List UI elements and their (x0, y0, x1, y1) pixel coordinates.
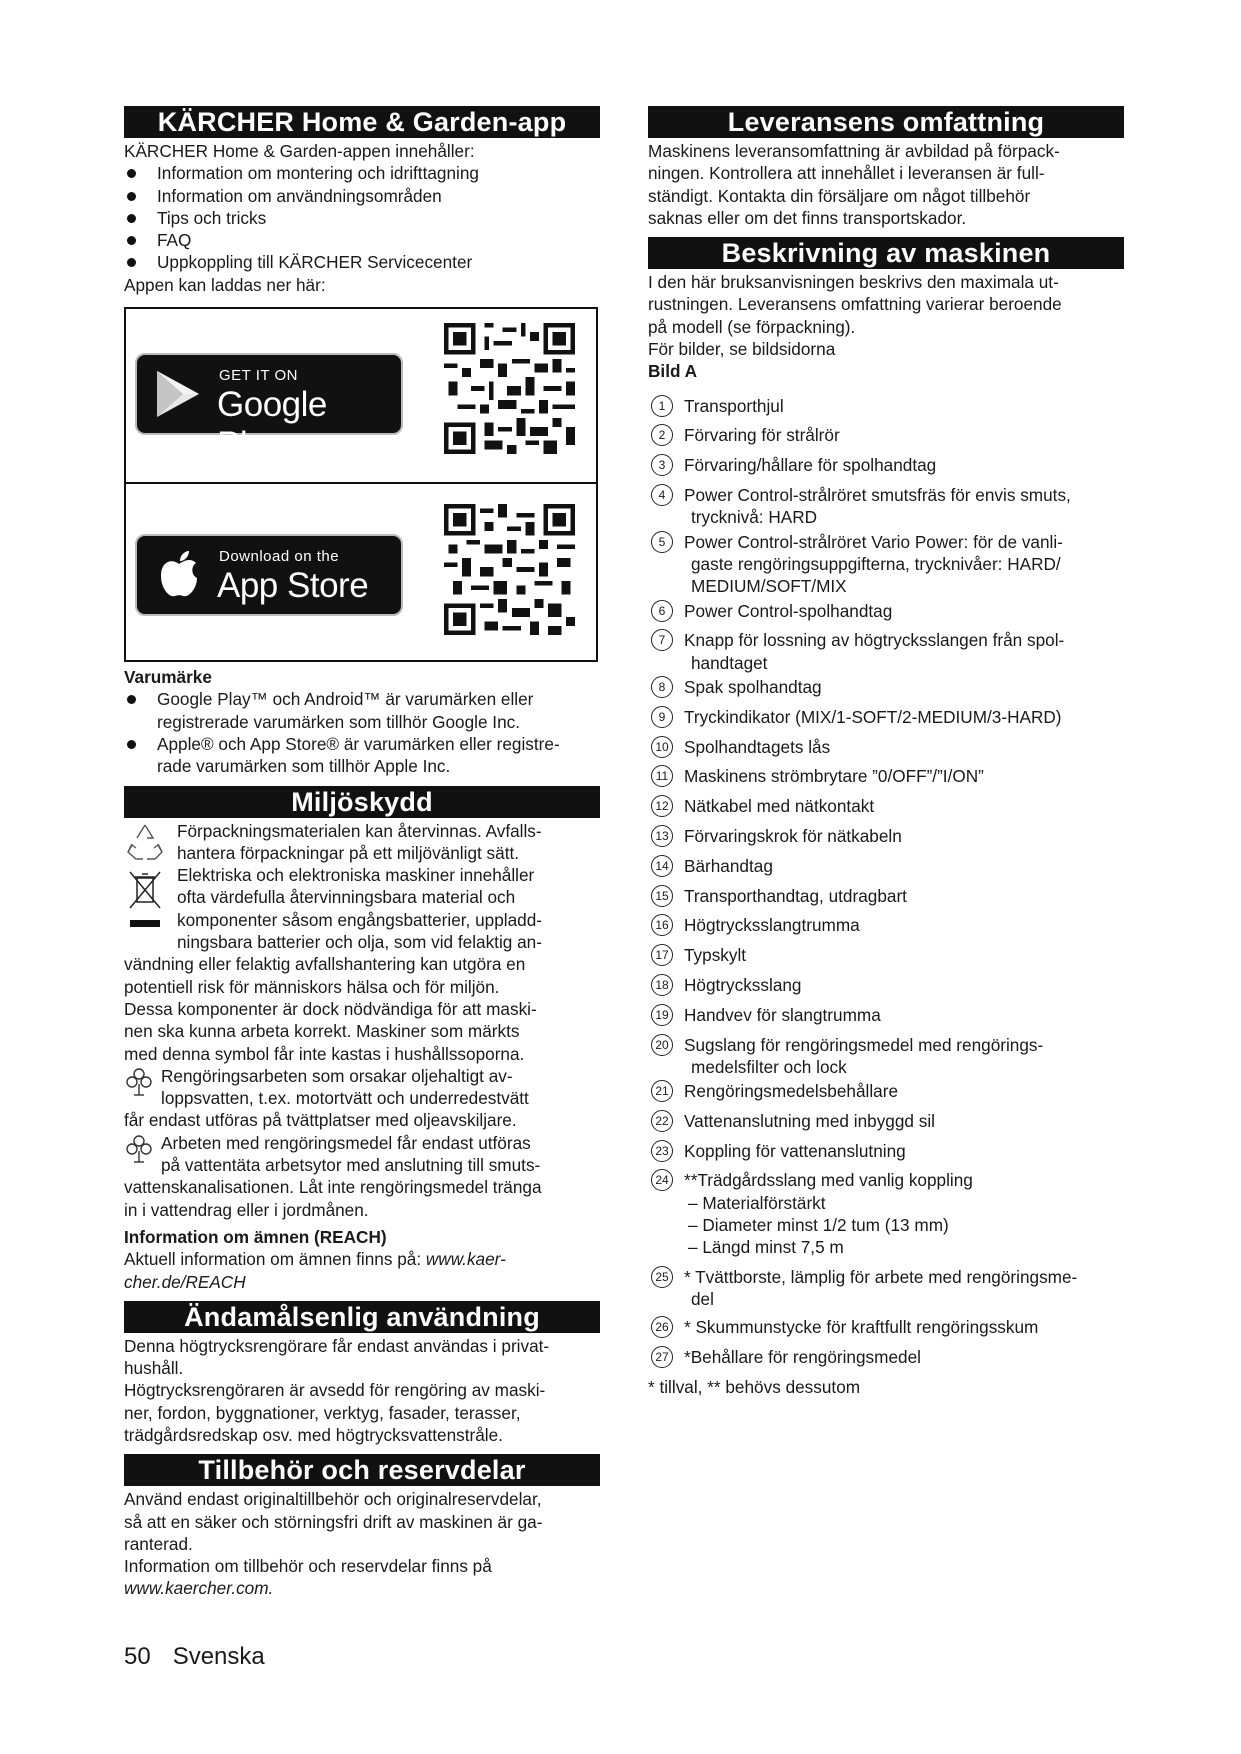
app-feature-list (124, 162, 600, 273)
item-text-line: Sugslang för rengöringsmedel med rengörings- (684, 1034, 1044, 1055)
reach-text (124, 1248, 600, 1270)
list-item (648, 600, 1124, 622)
text-line: ningsbara batterier och olja, som vid felaktig an- (177, 932, 542, 953)
figure-label: Bild A (648, 361, 698, 382)
crossed-bin-icon (128, 868, 162, 930)
list-item (648, 1140, 1124, 1162)
badge-big-text: Google Play (217, 385, 327, 465)
item-text-line: Högtrycksslangtrumma (684, 915, 860, 936)
google-play-box (124, 307, 598, 484)
item-text-line: MEDIUM/SOFT/MIX (691, 576, 847, 597)
text-line: ningen. Kontrollera att innehållet i leveransen är full- (648, 163, 1045, 184)
text-line: Apple® och App Store® är varumärken eller registre- (157, 733, 560, 754)
text-line: hushåll. (124, 1358, 184, 1379)
list-item (648, 531, 1124, 598)
item-number-badge: 7 (651, 629, 673, 651)
badge-small-text: Download on the (219, 548, 340, 566)
text-line: registrerade varumärken som tillhör Google Inc. (157, 711, 521, 732)
accessories-link[interactable]: www.kaercher.com. (124, 1578, 274, 1599)
item-text-line: – Materialförstärkt (688, 1192, 826, 1213)
list-item (648, 1004, 1124, 1026)
list-item (648, 736, 1124, 758)
list-item (648, 1110, 1124, 1132)
item-number-badge: 15 (651, 885, 673, 907)
text-line: Aktuell information om ämnen finns på: (124, 1249, 426, 1270)
env-detergent-block (124, 1132, 600, 1221)
trademark-list (124, 688, 600, 777)
text-line: med denna symbol får inte kastas i hushållssoporna. (124, 1043, 525, 1064)
list-item (648, 1080, 1124, 1102)
item-text-line: Bärhandtag (684, 855, 773, 876)
reach-title: Information om ämnen (REACH) (124, 1226, 387, 1247)
item-text-line: Vattenanslutning med inbyggd sil (684, 1110, 935, 1131)
text-line: rade varumärken som tillhör Apple Inc. (157, 756, 451, 777)
item-text-line: Förvaringskrok för nätkabeln (684, 825, 902, 846)
item-text-line: – Diameter minst 1/2 tum (13 mm) (688, 1215, 949, 1236)
item-number-badge: 11 (651, 765, 673, 787)
text-line: på vattentäta arbetsytor med anslutning till smuts- (161, 1155, 541, 1176)
section-header-description: Beskrivning av maskinen (648, 237, 1124, 269)
text-line: ofta värdefulla återvinningsbara material och (177, 887, 516, 908)
list-item: Uppkoppling till KÄRCHER Servicecenter (124, 251, 600, 273)
text-line: ständigt. Kontakta din försäljare om något tillbehör (648, 185, 1031, 206)
item-text-line: Spak spolhandtag (684, 676, 822, 697)
list-item (648, 1169, 1124, 1258)
item-text-line: Knapp för lossning av högtrycksslangen från spol- (684, 630, 1065, 651)
recycle-icon (126, 822, 164, 862)
text-line: in i vattendrag eller i jordmånen. (124, 1199, 369, 1220)
list-item: Information om användningsområden (124, 185, 600, 207)
item-text-line: Rengöringsmedelsbehållare (684, 1081, 899, 1102)
app-store-box (124, 484, 598, 662)
text-line: Maskinens leveransomfattning är avbildad på förpack- (648, 141, 1060, 161)
item-text-line: medelsfilter och lock (691, 1056, 847, 1077)
text-line: Information om tillbehör och reservdelar finns på (124, 1556, 492, 1577)
section-header-app: KÄRCHER Home & Garden-app (124, 106, 600, 138)
list-item (648, 1316, 1124, 1338)
item-text-line: gaste rengöringsuppgifterna, trycknivåer: HARD/ (691, 553, 1061, 574)
qr-code-icon (444, 323, 575, 454)
list-item (648, 1346, 1124, 1368)
reach-link[interactable]: www.kaer- (425, 1249, 506, 1270)
text-line: ner, fordon, byggnationer, verktyg, fasader, terasser, (124, 1402, 521, 1423)
env-weee-block (124, 864, 600, 1065)
item-number-badge: 3 (651, 454, 673, 476)
item-number-badge: 10 (651, 736, 673, 758)
list-item (648, 914, 1124, 936)
list-item (648, 706, 1124, 728)
item-number-badge: 1 (651, 395, 673, 417)
item-number-badge: 9 (651, 706, 673, 728)
item-number-badge: 27 (651, 1346, 673, 1368)
text-line: För bilder, se bildsidorna (648, 339, 836, 360)
item-number-badge: 5 (651, 531, 673, 553)
env-oil-block (124, 1065, 600, 1132)
list-item (648, 974, 1124, 996)
app-store-badge[interactable] (135, 534, 403, 616)
item-text-line: Power Control-strålröret Vario Power: för de vanli- (684, 531, 1063, 552)
item-number-badge: 21 (651, 1080, 673, 1102)
app-intro: KÄRCHER Home & Garden-appen innehåller: (124, 141, 475, 161)
item-text-line: * Tvättborste, lämplig för arbete med rengöringsme- (684, 1266, 1078, 1287)
list-item (648, 1034, 1124, 1079)
item-number-badge: 8 (651, 676, 673, 698)
list-item (648, 795, 1124, 817)
text-line: saknas eller om det finns transportskador. (648, 207, 967, 228)
text-line: Elektriska och elektroniska maskiner innehåller (177, 865, 535, 886)
item-number-badge: 4 (651, 484, 673, 506)
item-text-line: **Trädgårdsslang med vanlig koppling (684, 1170, 973, 1191)
google-play-badge[interactable] (135, 353, 403, 465)
item-text-line: Nätkabel med nätkontakt (684, 796, 875, 817)
env-recycle-block (124, 820, 600, 865)
item-text-line: trycknivå: HARD (691, 507, 818, 528)
list-item: Tips och tricks (124, 207, 600, 229)
text-line: rustningen. Leveransens omfattning varierar beroende (648, 294, 1062, 315)
list-item (648, 825, 1124, 847)
item-number-badge: 16 (651, 914, 673, 936)
text-line: I den här bruksanvisningen beskrivs den maximala ut- (648, 272, 1059, 293)
qr-code-icon (444, 504, 575, 635)
item-number-badge: 2 (651, 424, 673, 446)
apple-icon (159, 550, 199, 600)
item-number-badge: 23 (651, 1140, 673, 1162)
item-text-line: Maskinens strömbrytare ”0/OFF”/”I/ON” (684, 766, 984, 787)
item-text-line: Transporthandtag, utdragbart (684, 885, 907, 906)
page-number: 50 (124, 1643, 151, 1670)
section-header-accessories: Tillbehör och reservdelar (124, 1454, 600, 1486)
item-text-line: Förvaring för strålrör (684, 425, 840, 446)
text-line: hantera förpackningar på ett miljövänligt sätt. (177, 842, 520, 863)
list-item (124, 688, 600, 733)
text-line: Google Play™ och Android™ är varumärken eller (157, 689, 534, 710)
text-line: komponenter såsom engångsbatterier, uppladd- (177, 909, 542, 930)
text-line: får endast utföras på tvättplatser med oljeavskiljare. (124, 1110, 517, 1131)
list-item: FAQ (124, 229, 600, 251)
item-text-line: Transporthjul (684, 395, 784, 416)
item-number-badge: 19 (651, 1004, 673, 1026)
item-text-line: del (691, 1288, 714, 1309)
item-text-line: Spolhandtagets lås (684, 736, 831, 757)
environment-tree-icon (124, 1067, 154, 1097)
list-item (648, 885, 1124, 907)
item-text-line: Tryckindikator (MIX/1-SOFT/2-MEDIUM/3-HARD) (684, 706, 1062, 727)
item-number-badge: 17 (651, 944, 673, 966)
item-text-line: Power Control-spolhandtag (684, 600, 893, 621)
google-play-icon (155, 369, 201, 419)
list-item (648, 395, 1124, 417)
text-line: vattenskanalisationen. Låt inte rengöringsmedel tränga (124, 1177, 542, 1198)
item-text-line: Koppling för vattenanslutning (684, 1140, 906, 1161)
item-number-badge: 14 (651, 855, 673, 877)
badge-big-text: App Store (217, 566, 369, 606)
text-line: så att en säker och störningsfri drift av maskinen är ga- (124, 1511, 543, 1532)
list-item (648, 1266, 1124, 1311)
section-header-scope: Leveransens omfattning (648, 106, 1124, 138)
badge-small-text: GET IT ON (219, 367, 298, 385)
list-item (648, 676, 1124, 698)
text-line: Rengöringsarbeten som orsakar oljehaltigt av- (161, 1065, 513, 1086)
item-number-badge: 22 (651, 1110, 673, 1132)
item-text-line: handtaget (691, 652, 768, 673)
left-column (124, 106, 600, 1600)
item-text-line: Power Control-strålröret smutsfräs för envis smuts, (684, 485, 1071, 506)
text-line: Arbeten med rengöringsmedel får endast utföras (161, 1132, 531, 1153)
text-line: Denna högtrycksrengörare får endast användas i privat- (124, 1335, 550, 1356)
item-number-badge: 25 (651, 1266, 673, 1288)
item-text-line: Förvaring/hållare för spolhandtag (684, 455, 937, 476)
right-column (648, 106, 1124, 1399)
item-number-badge: 12 (651, 795, 673, 817)
page-footer (124, 1643, 287, 1671)
section-header-intended-use: Ändamålsenlig användning (124, 1301, 600, 1333)
footer-language: Svenska (172, 1643, 265, 1670)
text-line: Förpackningsmaterialen kan återvinnas. Avfalls- (177, 820, 542, 841)
text-line: loppsvatten, t.ex. motortvätt och underredestvätt (161, 1088, 529, 1109)
item-text-line: Handvev för slangtrumma (684, 1004, 881, 1025)
text-line: potentiell risk för människors hälsa och för miljön. (124, 976, 500, 997)
text-line: trädgårdsredskap osv. med högtrycksvattenstråle. (124, 1424, 503, 1445)
reach-link[interactable]: cher.de/REACH (124, 1271, 246, 1292)
text-line: nen ska kunna arbeta korrekt. Maskiner som märkts (124, 1021, 520, 1042)
list-item (648, 944, 1124, 966)
text-line: vändning eller felaktig avfallshantering kan utgöra en (124, 954, 526, 975)
item-text-line: * Skummunstycke för kraftfullt rengöringsskum (684, 1317, 1039, 1338)
item-number-badge: 18 (651, 974, 673, 996)
item-number-badge: 20 (651, 1034, 673, 1056)
item-text-line: *Behållare för rengöringsmedel (684, 1347, 921, 1368)
list-item: Information om montering och idrifttagning (124, 162, 600, 184)
trademark-title: Varumärke (124, 667, 212, 688)
text-line: Högtrycksrengöraren är avsedd för rengöring av maski- (124, 1380, 546, 1401)
component-list (648, 395, 1124, 1369)
item-text-line: Högtrycksslang (684, 974, 802, 995)
footnote: * tillval, ** behövs dessutom (648, 1377, 861, 1398)
list-item (648, 765, 1124, 787)
item-text-line: Typskylt (684, 945, 747, 966)
item-text-line: – Längd minst 7,5 m (688, 1237, 844, 1258)
environment-tree-icon (124, 1134, 154, 1164)
item-number-badge: 13 (651, 825, 673, 847)
list-item (648, 454, 1124, 476)
list-item (124, 733, 600, 778)
list-item (648, 424, 1124, 446)
text-line: Använd endast originaltillbehör och originalreservdelar, (124, 1489, 542, 1510)
list-item (648, 629, 1124, 674)
list-item (648, 855, 1124, 877)
text-line: Dessa komponenter är dock nödvändiga för att maski- (124, 998, 537, 1019)
app-download-text: Appen kan laddas ner här: (124, 274, 326, 295)
list-item (648, 484, 1124, 529)
item-number-badge: 24 (651, 1169, 673, 1191)
item-number-badge: 6 (651, 600, 673, 622)
section-header-environment: Miljöskydd (124, 786, 600, 818)
text-line: på modell (se förpackning). (648, 316, 856, 337)
item-number-badge: 26 (651, 1316, 673, 1338)
text-line: ranterad. (124, 1533, 193, 1554)
